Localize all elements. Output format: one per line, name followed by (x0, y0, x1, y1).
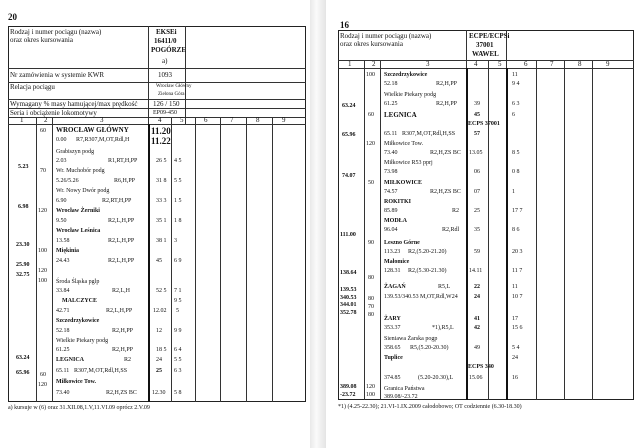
km-mark: 139.53 (340, 287, 357, 293)
km-mark: 138.64 (340, 270, 357, 276)
station-km: 9.50 (56, 218, 67, 224)
departure-time: 1 (512, 189, 515, 195)
departure-time: 3 (174, 238, 177, 244)
col-number: 9 (282, 116, 286, 124)
departure-time: 5 5 (174, 178, 182, 184)
station-name: Wr. Muchobór podg (56, 168, 105, 174)
station-detail: R2,(5.20-21.20) (408, 249, 447, 255)
arrival-time: 22 (474, 284, 480, 290)
speed-limit: 60 (40, 372, 46, 378)
col-number: 4 (474, 60, 478, 68)
arrival-time: 39 (474, 101, 480, 107)
station-detail: R2,H,PP (436, 81, 458, 87)
station-detail: R2,H,PP (436, 101, 458, 107)
arrival-time: 11 (512, 72, 518, 78)
arrival-time: 11.20 (151, 126, 171, 136)
col-number: 9 (606, 60, 610, 68)
departure-time: 6 9 (174, 258, 182, 264)
col-number: 3 (100, 116, 104, 124)
col-number: 2 (372, 60, 376, 68)
station-detail: R2,H,PP (112, 347, 134, 353)
station-name: Granica Państwa (384, 386, 425, 392)
station-name: Miłkowice Tow. (384, 141, 424, 147)
station-name: ROKITKI (384, 199, 412, 205)
departure-time: 11 (512, 284, 518, 290)
brake-label: Wymagany % masy hamującej/max prędkość (10, 100, 138, 108)
station-detail: R2,H,ZS BC (106, 390, 137, 396)
station-detail: R307,M,OT,Rdl,H,SS (74, 368, 128, 374)
departure-time: 5 (176, 308, 179, 314)
station-detail: R1,RT,H,PP (108, 158, 138, 164)
train-code: ECPE/ECPSi (469, 32, 510, 40)
km-mark: -23.72 (340, 392, 356, 398)
station-name: WROCŁAW GŁÓWNY (56, 126, 129, 134)
departure-time: 11 7 (512, 268, 523, 274)
km-mark: 32.75 (16, 272, 30, 278)
speed-limit: 90 (368, 240, 374, 246)
arrival-time: 14.11 (469, 268, 483, 274)
arrival-time: 07 (474, 189, 480, 195)
station-km: 389.08/-23.72 (384, 394, 418, 400)
departure-time: 17 7 (512, 208, 523, 214)
station-detail: R2,H,ZS BC (430, 150, 461, 156)
speed-limit: 70 (368, 304, 374, 310)
departure-time: 1 5 (174, 198, 182, 204)
station-km: 42.71 (56, 308, 70, 314)
train-code: EKSEi (156, 28, 177, 36)
station-name: MIŁKOWICE (384, 180, 423, 186)
arrival-time: 31 8 (156, 178, 167, 184)
speed-limit: 80 (368, 275, 374, 281)
station-name: Małomice (384, 259, 410, 265)
footnote: a) kursuje w (6) oraz 31.XII.08,1.V,11.VI.09 oprócz 2.V.09 (8, 405, 150, 411)
station-km: 2.03 (56, 158, 67, 164)
col-number: 8 (256, 116, 260, 124)
station-detail: *1),R5,L (432, 325, 454, 331)
station-name: MODŁA (384, 218, 407, 224)
station-name: Szczedrzykowice (56, 318, 100, 324)
speed-limit: 100 (38, 278, 47, 284)
departure-time: 57 (474, 131, 480, 137)
col-number: 3 (426, 60, 430, 68)
station-detail: R2,L,H,PP (108, 218, 135, 224)
station-km: 52.18 (56, 328, 70, 334)
relation-label: Relacja pociągu (10, 83, 55, 91)
series-label: Seria i obciążenie lokomotywy (10, 109, 97, 117)
arrival-time: 24 (474, 294, 480, 300)
station-km: 73.98 (384, 169, 398, 175)
station-km: 61.25 (56, 347, 70, 353)
col-number: 7 (550, 60, 554, 68)
station-detail: R6,H,PP (114, 178, 136, 184)
departure-time: 6 4 (174, 347, 182, 353)
arrival-time: 49 (474, 345, 480, 351)
departure-time: 5 4 (512, 345, 520, 351)
footnote: *1) (4.25-22.30); 21.VI-1.IX.2009 całodobowo; OT codziennie (6.30-18.30) (338, 404, 522, 410)
train-number: 16411/0 (154, 37, 177, 45)
station-name: Miłkowice Tow. (56, 379, 97, 385)
station-detail: R2,Rdl (442, 227, 460, 233)
period-label: oraz okres kursowania (10, 36, 73, 44)
station-name: Miłkowice R53 pprj (384, 160, 433, 166)
station-name: Tuplice (384, 355, 403, 361)
col-number: 5 (498, 60, 502, 68)
km-mark: 352.78 (340, 310, 357, 316)
train-number: 37001 (476, 41, 494, 49)
station-detail: R307,M,OT,Rdl,H,SS (402, 131, 456, 137)
arrival-time: 15.06 (469, 375, 483, 381)
station-km: 74.57 (384, 189, 398, 195)
departure-time: 9 9 (174, 328, 182, 334)
speed-limit: 60 (368, 112, 374, 118)
station-name: Leszno Górne (384, 240, 420, 246)
train-code-row: ECPS 37001 (468, 121, 500, 127)
timetable (338, 30, 634, 400)
col-number: 2 (44, 116, 48, 124)
station-name: Sieniawa Żarska pogp (384, 336, 438, 342)
order-number: 1093 (158, 71, 172, 79)
station-km: 358.65 (384, 345, 401, 351)
station-km: 113.23 (384, 249, 401, 255)
speed-limit: 100 (366, 392, 375, 398)
station-km: 65.11 (56, 368, 70, 374)
station-name: Szczedrzykowice (384, 72, 428, 78)
departure-time: 8 5 (512, 150, 520, 156)
departure-time: 9 5 (174, 298, 182, 304)
speed-limit: 120 (38, 208, 47, 214)
departure-time: 6 (512, 112, 515, 118)
station-detail: R2 (124, 357, 132, 363)
speed-limit: 120 (366, 141, 375, 147)
relation-from: Wrocław Główny (156, 84, 192, 89)
station-detail: R2,RT,H,PP (102, 198, 132, 204)
train-code-row: ECPS 340 (468, 364, 494, 370)
col-number: 1 (348, 60, 352, 68)
arrival-time: 52 5 (156, 288, 167, 294)
station-detail: R2,H,PP (112, 328, 134, 334)
departure-time: 0 8 (512, 169, 520, 175)
station-km: 24.43 (56, 258, 70, 264)
km-mark: 74.07 (342, 173, 356, 179)
speed-limit: 120 (366, 384, 375, 390)
departure-time: 7 1 (174, 288, 182, 294)
speed-limit: 100 (366, 72, 375, 78)
speed-limit: 70 (40, 168, 46, 174)
period-label: oraz okres kursowania (340, 40, 403, 48)
departure-time: 20 3 (512, 249, 523, 255)
km-mark: 65.96 (342, 132, 356, 138)
departure-time: 6 3 (174, 368, 182, 374)
arrival-time: 24 (156, 357, 162, 363)
speed-limit: 50 (368, 180, 374, 186)
col-number: 7 (230, 116, 234, 124)
km-mark: 344.01 (340, 302, 357, 308)
km-mark: 63.24 (16, 355, 30, 361)
departure-time: 5 8 (174, 390, 182, 396)
station-name: Wr. Nowy Dwór podg (56, 188, 110, 194)
train-label: Rodzaj i numer pociągu (nazwa) (10, 28, 102, 36)
station-km: 5.26/5.26 (56, 178, 79, 184)
station-km: 33.84 (56, 288, 70, 294)
station-km: 374.85 (384, 375, 401, 381)
period: a) (162, 57, 168, 65)
arrival-time: 35 1 (156, 218, 167, 224)
page-number: 20 (8, 12, 17, 22)
col-number: 6 (524, 60, 528, 68)
train-label: Rodzaj i numer pociągu (nazwa) (340, 32, 432, 40)
station-km: 61.25 (384, 101, 398, 107)
station-detail: R2,L,H (112, 288, 130, 294)
station-name: LEGNICA (384, 111, 417, 119)
left-page (0, 0, 310, 448)
km-mark: 23.30 (16, 242, 30, 248)
order-label: Nr zamówienia w systemie KWR (10, 71, 105, 79)
km-mark: 6.98 (18, 204, 29, 210)
relation-to: Zielona Góra (158, 92, 185, 97)
station-km: 96.04 (384, 227, 398, 233)
km-mark: 340.53 (340, 295, 357, 301)
station-detail: R2 (452, 208, 460, 214)
station-detail: R2,L,H,PP (106, 308, 133, 314)
station-km: 139.53/340.53 (384, 294, 419, 300)
station-name: Wielkie Piekary podg (384, 92, 437, 98)
station-name: ŻARY (384, 316, 401, 322)
page-gutter (310, 0, 326, 448)
series-value: EP09-450 (153, 110, 177, 116)
departure-time: 9 4 (512, 81, 520, 87)
speed-limit: 60 (40, 128, 46, 134)
station-detail: R5,(5.20-20.30) (410, 345, 449, 351)
departure-time: 24 (512, 355, 518, 361)
departure-time: 5 5 (174, 357, 182, 363)
speed-limit: 120 (38, 382, 47, 388)
km-mark: 389.08 (340, 384, 357, 390)
arrival-time: 59 (474, 249, 480, 255)
col-number: 8 (578, 60, 582, 68)
station-detail: R7,R307,M,OT,Rdl,H (76, 137, 130, 143)
station-detail: (5.20-20.30),L (418, 375, 454, 381)
arrival-time: 35 (474, 227, 480, 233)
station-name: Wielkie Piekary podg (56, 338, 109, 344)
departure-time: 10 7 (512, 294, 523, 300)
col-number: 4 (158, 116, 162, 124)
station-km: 85.89 (384, 208, 398, 214)
station-km: 13.58 (56, 238, 70, 244)
station-km: 73.40 (56, 390, 70, 396)
station-km: 353.37 (384, 325, 401, 331)
departure-time: 6 3 (512, 101, 520, 107)
col-number: 5 (180, 116, 184, 124)
departure-time: 1 8 (174, 218, 182, 224)
arrival-time: 12.02 (153, 308, 167, 314)
station-name: Wrocław Żerniki (56, 208, 100, 214)
station-detail: R2,L,H,PP (108, 238, 135, 244)
station-km: 52.18 (384, 81, 398, 87)
station-detail: R2,H,ZS BC (430, 189, 461, 195)
station-detail: R2,(5.30-21.30) (408, 268, 447, 274)
departure-time: 8 6 (512, 227, 520, 233)
station-km: 128.31 (384, 268, 401, 274)
station-km: 0.00 (56, 137, 67, 143)
station-km: 73.40 (384, 150, 398, 156)
arrival-time: 45 (156, 258, 162, 264)
arrival-time: 26 5 (156, 158, 167, 164)
departure-time: 15 6 (512, 325, 523, 331)
arrival-time: 18 5 (156, 347, 167, 353)
departure-time: 17 (512, 316, 518, 322)
km-mark: 63.24 (342, 103, 356, 109)
arrival-time: 12.30 (152, 390, 166, 396)
km-mark: 25.90 (16, 262, 30, 268)
arrival-time: 41 (474, 316, 480, 322)
arrival-time: 12 (156, 328, 162, 334)
arrival-time: 33 3 (156, 198, 167, 204)
km-mark: 65.96 (16, 370, 30, 376)
station-name: LEGNICA (56, 357, 85, 363)
station-name: MALCZYCE (62, 298, 98, 304)
arrival-time: 45 (474, 112, 480, 118)
right-page (326, 0, 640, 448)
station-name: Wrocław Leśnica (56, 228, 101, 234)
speed-limit: 100 (38, 248, 47, 254)
km-mark: 5.23 (18, 164, 29, 170)
arrival-time: 13.05 (469, 150, 483, 156)
brake-value: 126 / 150 (153, 100, 180, 108)
speed-limit: 120 (38, 268, 47, 274)
col-number: 1 (20, 116, 24, 124)
station-detail: R5,L (438, 284, 451, 290)
station-name: Środa Śląska pglp (56, 279, 100, 285)
station-detail: R2,L,H,PP (108, 258, 135, 264)
col-number: 6 (204, 116, 208, 124)
arrival-time: 38 1 (156, 238, 167, 244)
arrival-time: 42 (474, 325, 480, 331)
station-name: Grabiszyn podg (56, 149, 95, 155)
station-detail: M,OT,Rdl,W24 (420, 294, 458, 300)
station-name: ŻAGAŃ (384, 284, 406, 290)
train-name: WAWEL (472, 50, 499, 58)
km-mark: 111.00 (340, 232, 356, 238)
departure-time: 16 (512, 375, 518, 381)
speed-limit: 80 (368, 296, 374, 302)
departure-time: 11.22 (151, 136, 171, 146)
arrival-time: 25 (474, 208, 480, 214)
page-number: 16 (340, 20, 349, 30)
station-name: Miękinia (56, 248, 80, 254)
speed-limit: 80 (368, 312, 374, 318)
station-km: 6.90 (56, 198, 67, 204)
train-name: POGÓRZE (151, 46, 187, 54)
departure-time: 4 5 (174, 158, 182, 164)
station-km: 65.11 (384, 131, 398, 137)
arrival-time: 06 (474, 169, 480, 175)
arrival-time: 25 (156, 368, 162, 374)
